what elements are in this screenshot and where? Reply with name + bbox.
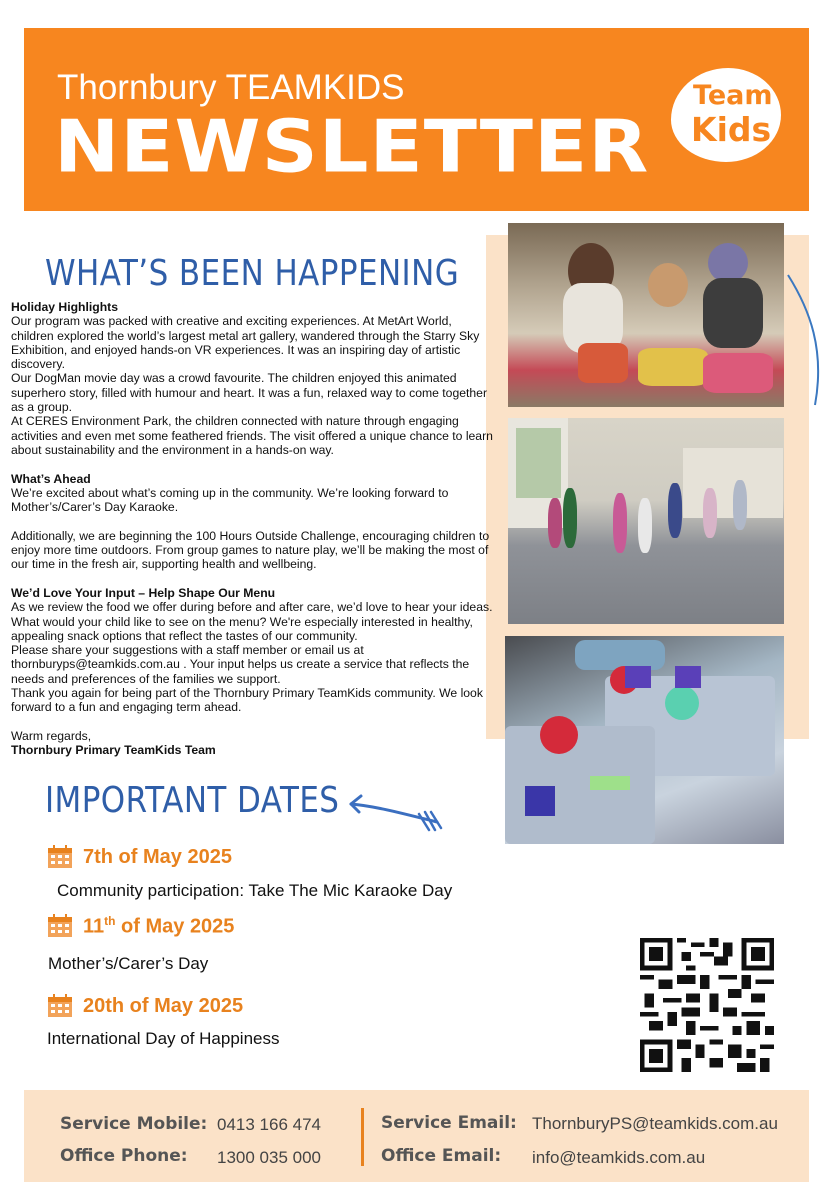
ahead-title: What’s Ahead: [11, 471, 91, 486]
arrow-icon: [345, 790, 445, 834]
logo-line-2: Kids: [691, 110, 772, 149]
date-title-3: 20th of May 2025: [83, 994, 244, 1017]
office-phone-value[interactable]: 1300 035 000: [217, 1148, 321, 1167]
service-email-value[interactable]: ThornburyPS@teamkids.com.au: [532, 1114, 778, 1133]
decorative-curl-icon: [780, 270, 830, 410]
office-email-label: Office Email:: [381, 1146, 502, 1166]
input-paragraph-3: Thank you again for being part of the Thornbury Primary TeamKids community. We look forward to a fun and engaging term ahead.: [11, 686, 483, 715]
signoff: Warm regards,: [11, 728, 92, 743]
service-mobile-label: Service Mobile:: [60, 1114, 208, 1134]
signature: Thornbury Primary TeamKids Team: [11, 743, 216, 758]
newsletter-header: [24, 28, 809, 211]
section-heading-happening: WHAT’S BEEN HAPPENING: [45, 253, 460, 294]
photo-dance-hall: [508, 418, 784, 624]
holiday-paragraph-3: At CERES Environment Park, the children connected with nature through engaging activities and even met some feathered friends. The visit offered a unique chance to learn about sustainability and the environment in a hands-on way.: [11, 414, 493, 457]
photo-circuit-kits: [505, 636, 784, 844]
holiday-paragraph-2: Our DogMan movie day was a crowd favourite. The children enjoyed this animated superhero story, filled with humour and heart. It was a fun, relaxed way to come together as a group.: [11, 371, 488, 415]
holiday-title: Holiday Highlights: [11, 300, 118, 314]
input-paragraph-2: Please share your suggestions with a staff member or email us at thornburyps@teamkids.com.au . Your input helps us create a service that reflects the needs and preferences of the families we support.: [11, 643, 470, 686]
date-item-2: [47, 914, 234, 939]
office-phone-label: Office Phone:: [60, 1146, 188, 1166]
office-email-value[interactable]: info@teamkids.com.au: [532, 1148, 706, 1167]
service-email-label: Service Email:: [381, 1113, 517, 1133]
date-desc-3: International Day of Happiness: [47, 1029, 280, 1048]
photo-craft-activity: [508, 223, 784, 407]
date-title-1: 7th of May 2025: [83, 845, 232, 868]
input-title: We’d Love Your Input – Help Shape Our Menu: [11, 585, 276, 600]
header-title: NEWSLETTER: [54, 106, 650, 189]
qr-code: [640, 938, 774, 1072]
input-paragraph-1: As we review the food we offer during before and after care, we’d love to hear your ideas. What would your child like to see on the menu? We're especially interested in healthy, appealing snack options that reflect the tastes of our community.: [11, 600, 493, 643]
date-desc-2: Mother’s/Carer’s Day: [48, 954, 209, 973]
logo-line-1: Team: [693, 80, 773, 111]
service-mobile-value[interactable]: 0413 166 474: [217, 1115, 321, 1134]
contact-footer: [24, 1090, 809, 1182]
ahead-paragraph-1: We’re excited about what’s coming up in the community. We’re looking forward to Mother’s/Carer’s Day Karaoke.: [11, 485, 449, 515]
holiday-paragraph-1: Our program was packed with creative and exciting experiences. At MetArt World, children explored the world’s largest metal art gallery, wandered through the Starry Sky Exhibition, and enjoyed hands-on VR experiences. It was an inspiring day of artistic discovery.: [11, 314, 480, 372]
calendar-icon: [47, 994, 73, 1018]
article-body: [11, 300, 493, 758]
header-subtitle: Thornbury TEAMKIDS: [57, 68, 405, 107]
footer-divider: [361, 1108, 364, 1166]
date-title-2: 11th of May 2025: [83, 914, 235, 938]
date-item-1: [47, 845, 232, 869]
date-item-3: [47, 994, 243, 1018]
calendar-icon: [47, 845, 73, 869]
calendar-icon: [47, 914, 73, 938]
ahead-paragraph-2: Additionally, we are beginning the 100 Hours Outside Challenge, encouraging children to enjoy more time outdoors. From group games to nature play, we’ll be making the most of our time in the fresh air, supporting health and wellbeing.: [11, 528, 490, 572]
date-desc-1: Community participation: Take The Mic Karaoke Day: [57, 881, 453, 900]
section-heading-dates: IMPORTANT DATES: [45, 780, 340, 821]
teamkids-logo: [671, 68, 781, 162]
